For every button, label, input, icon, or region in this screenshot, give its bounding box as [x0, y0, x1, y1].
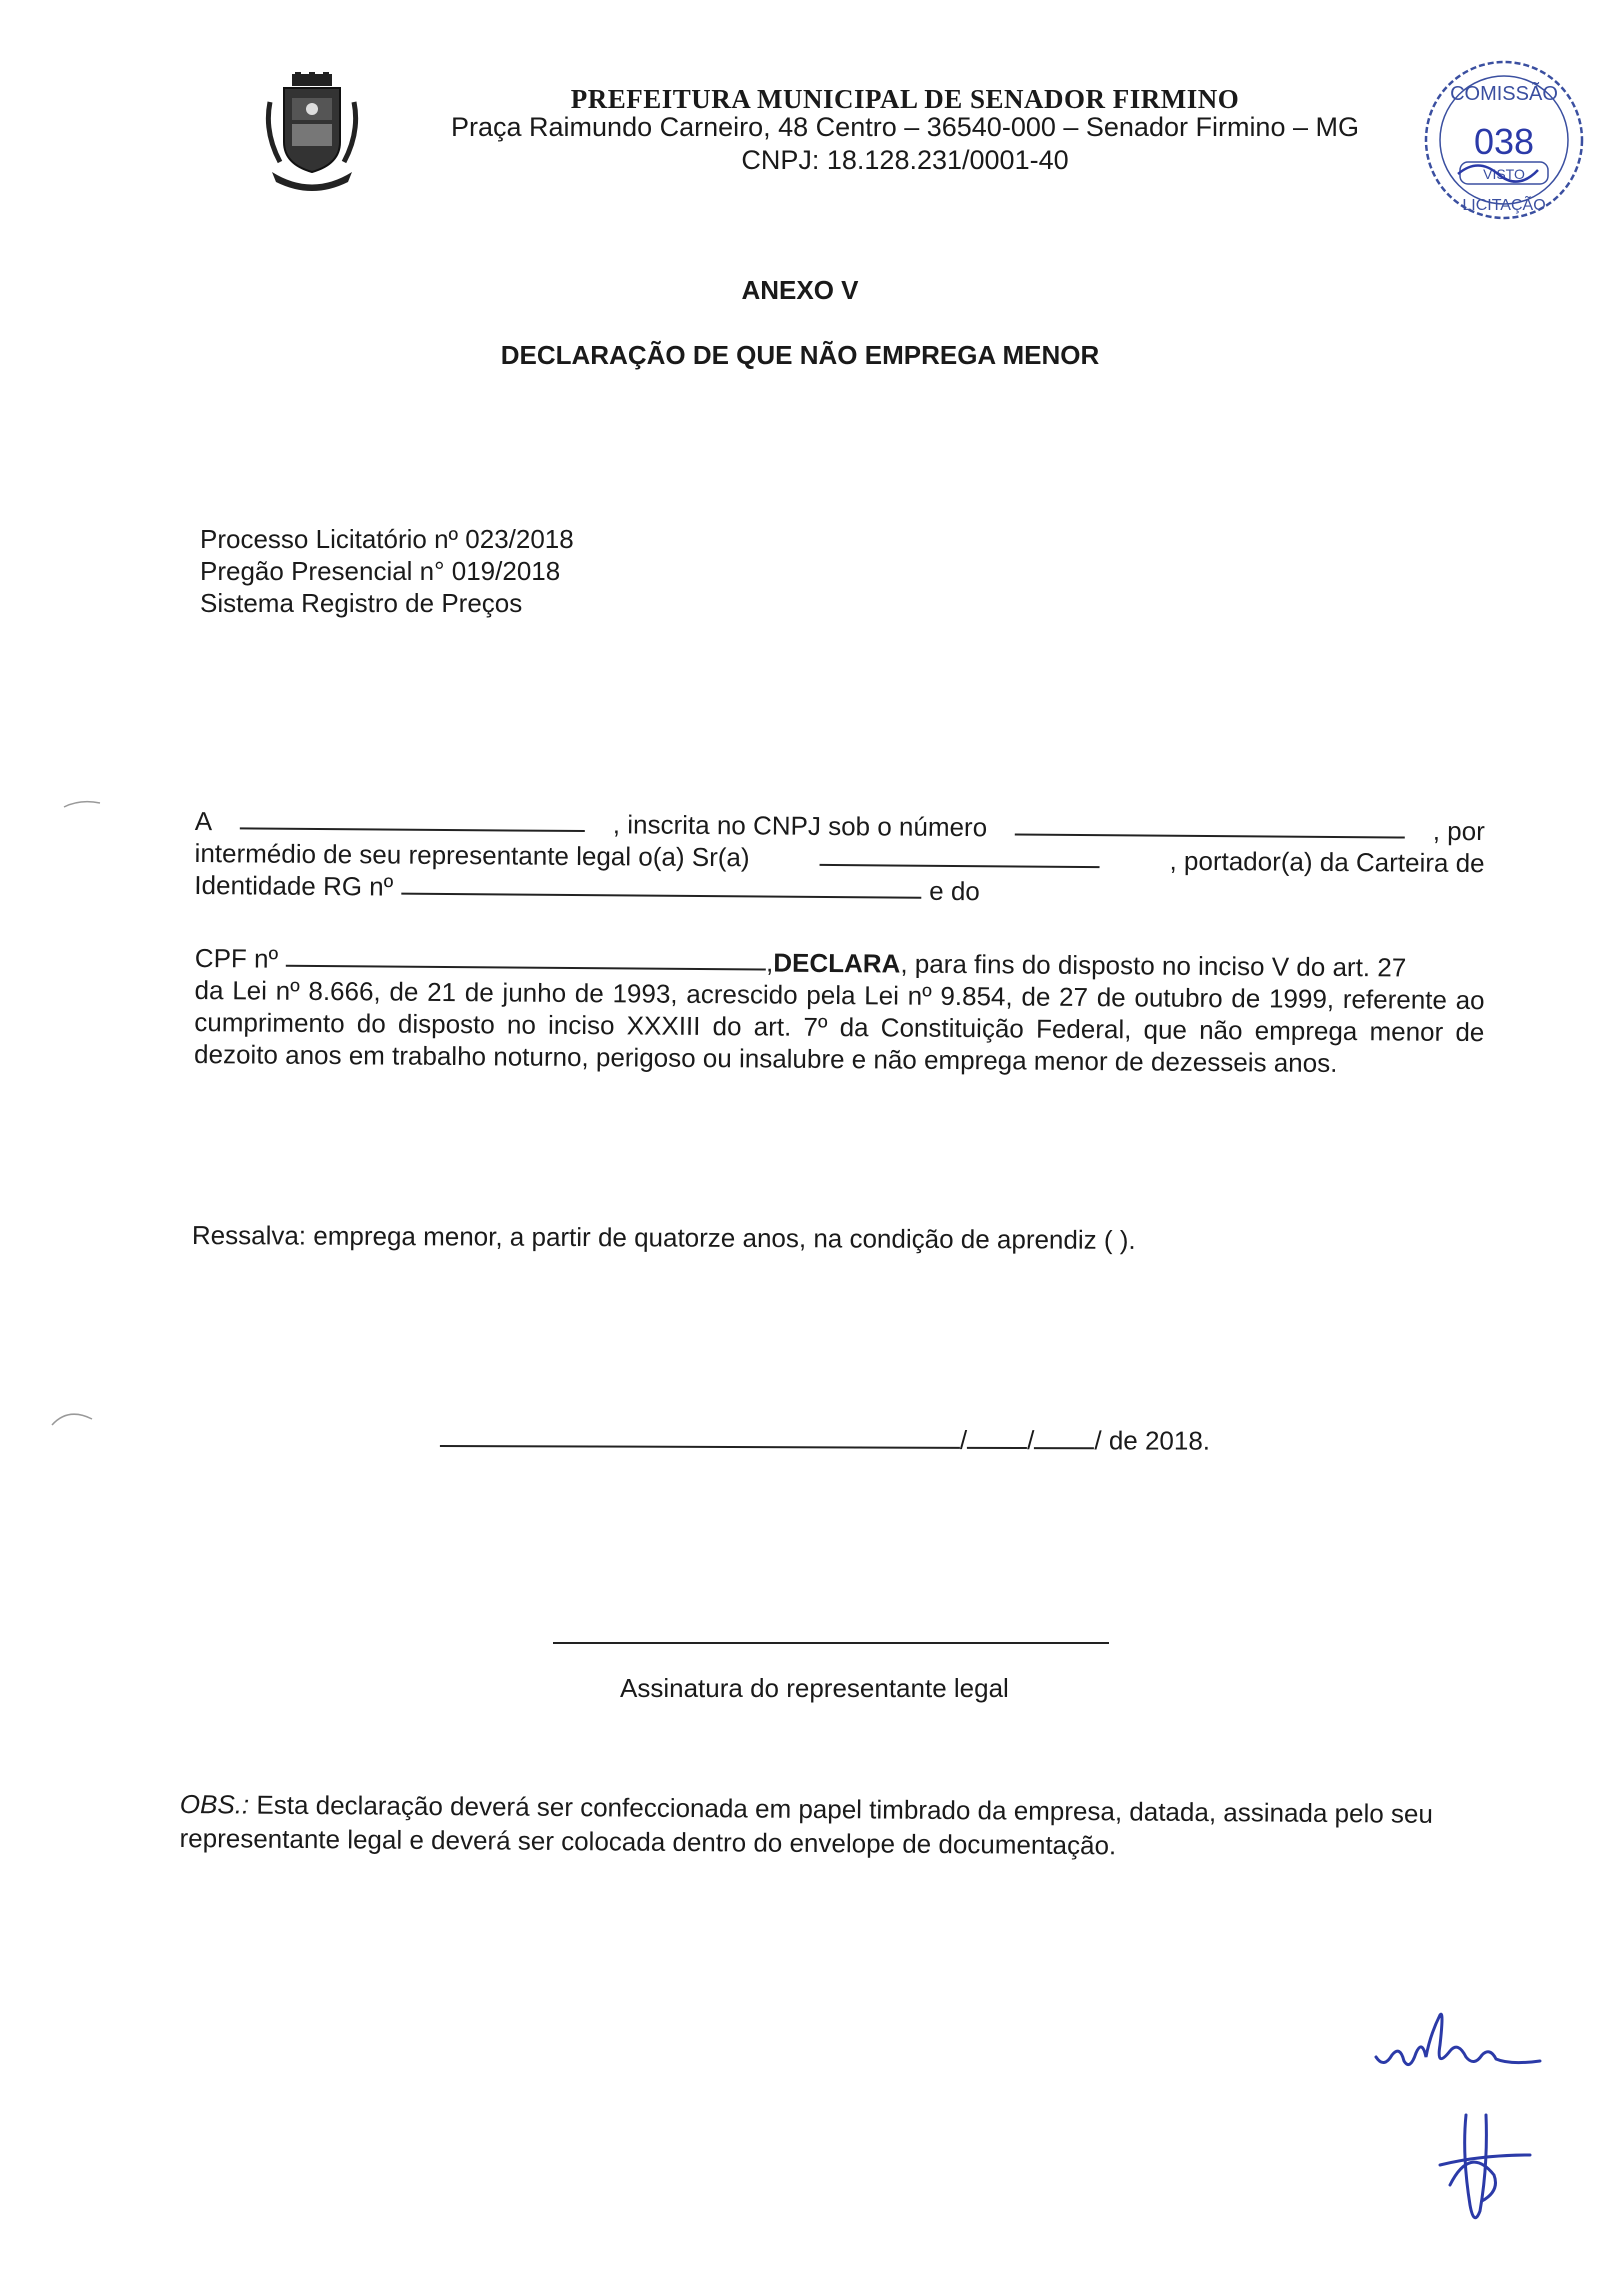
municipal-crest-icon: [262, 72, 362, 192]
signature-label: Assinatura do representante legal: [620, 1673, 1009, 1703]
place-blank[interactable]: [440, 1423, 960, 1449]
para1-text-d: intermédio de seu representante legal o(a) Sr(a): [194, 837, 750, 873]
para2-text-a: CPF nº: [194, 942, 279, 974]
declaration-paragraph: [194, 942, 1485, 1080]
obs-label: OBS.:: [179, 1788, 250, 1820]
municipality-title: PREFEITURA MUNICIPAL DE SENADOR FIRMINO: [570, 84, 1240, 114]
stamp-visto-text: VISTO: [1483, 166, 1525, 182]
date-line: [440, 1423, 1210, 1457]
rg-number-blank[interactable]: [401, 871, 921, 899]
handwritten-initials-icon: [1370, 2005, 1570, 2245]
signature-line[interactable]: [553, 1642, 1109, 1644]
scan-mark-icon: [60, 795, 110, 815]
obs-text: Esta declaração deverá ser confeccionada em papel timbrado da empresa, datada, assinada pelo seu representante legal e deverá ser colocada dentro do envelope de documentação.: [179, 1789, 1434, 1861]
para2-text-c: , para fins do disposto no inciso V do art. 27: [900, 948, 1407, 983]
declara-keyword: DECLARA: [773, 947, 901, 979]
municipality-address: Praça Raimundo Carneiro, 48 Centro – 36540-000 – Senador Firmino – MG: [451, 112, 1359, 142]
stamp-bottom-text: LICITAÇÃO: [1462, 197, 1546, 214]
year-suffix: / de 2018.: [1094, 1425, 1211, 1456]
para2-comma: ,: [765, 947, 774, 978]
month-blank[interactable]: [1034, 1425, 1094, 1449]
para1-text-c: , por: [1432, 815, 1485, 847]
date-separator-1: /: [959, 1424, 968, 1455]
process-references: [200, 523, 574, 619]
para2-body: da Lei nº 8.666, de 21 de junho de 1993, acrescido pela Lei nº 9.854, de 27 de outubro de 1999, referente ao cumprimento do disposto no inciso XXXIII do art. 7º da Constituição Federal, que não emprega menor de dezoito anos em trabalho noturno, perigoso ou insalubre e não emprega menor de dezesseis anos.: [194, 974, 1485, 1078]
commission-stamp-icon: [1408, 52, 1596, 232]
cpf-number-blank[interactable]: [286, 943, 766, 971]
company-identification-paragraph: [194, 805, 1485, 911]
representative-name-blank[interactable]: [819, 842, 1099, 868]
para1-text-b: , inscrita no CNPJ sob o número: [612, 809, 988, 843]
process-number: Processo Licitatório nº 023/2018: [200, 524, 574, 554]
scan-mark-icon: [48, 1405, 98, 1435]
day-blank[interactable]: [967, 1425, 1027, 1449]
stamp-number: 038: [1473, 121, 1535, 162]
para1-text-f: Identidade RG nº: [194, 869, 394, 902]
para1-text-e: , portador(a) da Carteira de: [1169, 845, 1485, 879]
cnpj-blank[interactable]: [1015, 811, 1405, 838]
registry-system: Sistema Registro de Preços: [200, 588, 523, 618]
para1-text-a: A: [194, 805, 213, 837]
auction-number: Pregão Presencial n° 019/2018: [200, 556, 561, 586]
annex-heading: ANEXO V: [741, 275, 859, 305]
observation-note: [179, 1787, 1479, 1865]
para1-text-g: e do: [929, 875, 980, 907]
municipality-cnpj: CNPJ: 18.128.231/0001-40: [741, 145, 1069, 175]
apprentice-exception: Ressalva: emprega menor, a partir de quatorze anos, na condição de aprendiz ( ).: [191, 1220, 1136, 1255]
company-name-blank[interactable]: [240, 805, 585, 832]
declaration-title: DECLARAÇÃO DE QUE NÃO EMPREGA MENOR: [500, 340, 1100, 370]
stamp-top-text: COMISSÃO: [1450, 83, 1558, 105]
date-separator-2: /: [1027, 1425, 1035, 1456]
